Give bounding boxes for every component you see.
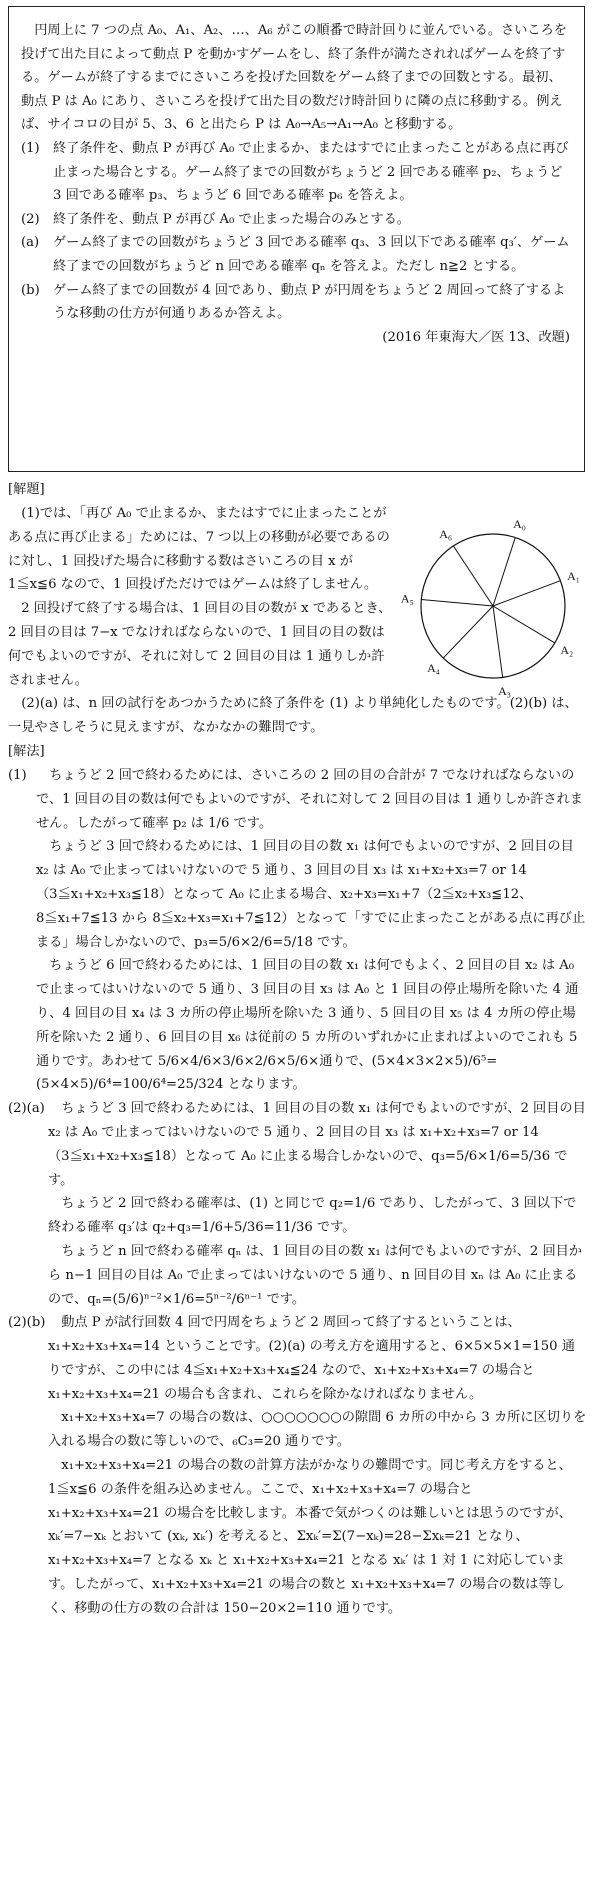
spoke-a4	[443, 606, 493, 658]
spoke-a3	[493, 606, 503, 677]
problem-intro: 円周上に 7 つの点 A₀、A₁、A₂、…、A₆ がこの順番で時計回りに並んでいる。さいころを投げて出た目によって動点 P を動かすゲームをし、終了条件が満たされればゲームを終了する。ゲームが終了するまでにさいころを投げた回数をゲーム終了までの回数とする。最初、動点 P は A₀ にあり、さいころを投げて出た目の数だけ時計回りに隣の点に移動する。例えば、サイコロの目が 5、3、6 と出たら P は A₀→A₅→A₁→A₀ と移動する。	[21, 23, 567, 133]
solution-1-number: (1)	[8, 767, 27, 783]
kaidai-paragraph-1: (1)では、「再び A₀ で止まるか、またはすでに止まったことがある点に再び止まる」ためには、7 つ以上の移動が必要であるのに対し、1 回投げた場合に移動する数はさいころの目 x が 1≦x≦6 なので、1 回投げただけではゲームは終了しません。	[8, 506, 390, 593]
problem-box	[8, 6, 585, 472]
label-a6: A₆	[439, 527, 453, 542]
problem-source: (2016 年東海大／医 13、改題)	[382, 329, 570, 345]
kaidai-paragraph-2: 2 回投げて終了する場合は、1 回目の目の数が x であるとき、2 回目の目は 7−x でなければならないので、1 回目の目の数は何でもよいのですが、それに対して 2 回目の目は 1 通りしか許されません。	[8, 601, 392, 688]
question-2-text: 終了条件を、動点 P が再び A₀ で止まった場合のみとする。	[53, 211, 410, 227]
solution-2b-p2: x₁+x₂+x₃+x₄=7 の場合の数は、○○○○○○○の隙間 6 カ所の中から 3 カ所に区切りを入れる場合の数に等しいので、₆C₃=20 通りです。	[48, 1410, 587, 1450]
spoke-a0	[493, 538, 515, 606]
question-2	[21, 208, 574, 232]
spoke-a2	[493, 606, 555, 643]
label-a0: A₀	[513, 517, 527, 532]
kaidai-left-column	[8, 502, 396, 597]
label-a1: A₁	[567, 568, 580, 583]
solution-2a-qn: ちょうど n 回で終わる確率 qₙ は、1 回目の目の数 x₁ は何でもよいのですが、2 回目から n−1 回目の目は A₀ で止まってはいけないので 5 通り、n 回目の目 xₙ は A₀ に止まるので、qₙ=(5/6)ⁿ⁻²×1/6=5ⁿ⁻²/6ⁿ⁻¹ です。	[48, 1243, 583, 1307]
label-a4: A₄	[427, 661, 440, 676]
solution-1-p6: ちょうど 6 回で終わるためには、1 回目の目の数 x₁ は何でもよく、2 回目の目 x₂ は A₀ で止まってはいけないので 5 通り、3 回目の目 x₃ は A₀ と 1 回目の停止場所を除いた 4 通り、4 回目の目 x₄ は 3 カ所の停止場所を除いた 3 通り、5 回目の目 x₅ は 4 カ所の停止場所を除いた 2 通り、6 回目の目 x₆ は従前の 5 カ所のいずれかに止まればよいのでこれも 5 通りです。あわせて 5/6×4/6×3/6×2/6×5/6×通りで、(5×4×3×2×5)/6⁵=(5×4×5)/6⁴=100/6⁴=25/324 となります。	[36, 958, 579, 1093]
kaiho-heading: [解法]	[8, 743, 45, 759]
solution-2b-number: (2)(b)	[8, 1315, 46, 1331]
solution-2b-p1: 動点 P が試行回数 4 回で円周をちょうど 2 周回って終了するということは、x₁+x₂+x₃+x₄=14 ということです。(2)(a) の考え方を適用すると、6×5×5×1=150 通りですが、この中には 4≦x₁+x₂+x₃+x₄≦24 なので、x₁+x₂+x₃+x₄=7 の場合と x₁+x₂+x₃+x₄=21 の場合も含まれ、これらを除かなければなりません。	[48, 1315, 575, 1402]
spoke-a6	[453, 546, 493, 606]
label-a2: A₂	[560, 643, 574, 658]
question-2b	[21, 279, 574, 326]
question-2b-number: (b)	[21, 282, 40, 298]
solution-1-p3: ちょうど 3 回で終わるためには、1 回目の目の数 x₁ は何でもよいのですが、2 回目の目 x₂ は A₀ で止まってはいけないので 5 通り、3 回目の目 x₃ は x₁+x₂+x₃=7 or 14（3≦x₁+x₂+x₃≦18）となって A₀ に止まる場合、x₂+x₃=x₁+7（2≦x₂+x₃≦12、8≦x₁+7≦13 から 8≦x₂+x₃=x₁+7≦12）となって「すでに止まったことがある点に再び止まる」場合しかないので、p₃=5/6×2/6=5/18 です。	[36, 839, 586, 950]
solution-2b-p3: x₁+x₂+x₃+x₄=21 の場合の数の計算方法がかなりの難問です。同じ考え方をすると、1≦x≦6 の条件を組み込めません。ここで、x₁+x₂+x₃+x₄=7 の場合と x₁+x₂+x₃+x₄=21 の場合を比較します。本番で気がつくのは難しいとは思うのですが、xₖ′=7−xₖ とおいて (xₖ, xₖ′) を考えると、Σxₖ′=Σ(7−xₖ)=28−Σxₖ=21 となり、x₁+x₂+x₃+x₄=7 となる xₖ と x₁+x₂+x₃+x₄=21 となる xₖ′ は 1 対 1 に対応しています。したがって、x₁+x₂+x₃+x₄=21 の場合の数と x₁+x₂+x₃+x₄=7 の場合の数は等しく、移動の仕方の数の合計は 150−20×2=110 通りです。	[48, 1458, 572, 1616]
solution-2a-q3prime: ちょうど 2 回で終わる確率は、(1) と同じで q₂=1/6 であり、したがって、3 回以下で終わる確率 q₃′は q₂+q₃=1/6+5/36=11/36 です。	[48, 1196, 577, 1236]
question-2-number: (2)	[21, 211, 40, 227]
solution-2a	[8, 1097, 587, 1311]
kaidai-heading: [解題]	[8, 482, 45, 497]
solution-2b	[8, 1311, 587, 1620]
question-1	[21, 137, 574, 208]
question-1-number: (1)	[21, 140, 40, 156]
kaidai-paragraph-3: (2)(a) は、n 回の試行をあつかうために終了条件を (1) より単純化したものです。(2)(b) は、一見やさしそうに見えますが、なかなかの難問です。	[8, 696, 578, 736]
heptagon-circle-diagram	[398, 504, 588, 700]
question-2b-text: ゲーム終了までの回数が 4 回であり、動点 P が円周をちょうど 2 周回って終了するような移動の仕方が何通りあるか答えよ。	[53, 282, 566, 322]
label-a5: A₅	[400, 591, 414, 606]
point-labels	[401, 517, 580, 698]
spoke-a5	[421, 600, 493, 606]
question-2a	[21, 231, 574, 278]
solution-1-p2: ちょうど 2 回で終わるためには、さいころの 2 回の目の合計が 7 でなければならないので、1 回目の目の数は何でもよいのですが、それに対して 2 回目の目は 1 通りしか許されません。したがって確率 p₂ は 1/6 です。	[36, 767, 583, 831]
solution-2a-number: (2)(a)	[8, 1101, 45, 1117]
question-2a-text: ゲーム終了までの回数がちょうど 3 回である確率 q₃、3 回以下である確率 q₃′、ゲーム終了までの回数がちょうど n 回である確率 qₙ を答えよ。ただし n≧2 とする。	[53, 235, 570, 274]
question-2a-number: (a)	[21, 235, 40, 251]
spoke-a1	[493, 581, 560, 606]
solution-1	[8, 764, 587, 1097]
solution-2a-q3: ちょうど 3 回で終わるためには、1 回目の目の数 x₁ は何でもよいのですが、2 回目の目 x₂ は A₀ で止まってはいけないので 5 通り、2 回目の目 x₃ は x₁+x₂+x₃=7 or 14（3≦x₁+x₂+x₃≦18）となって A₀ に止まる場合しかないので、q₃=5/6×1/6=5/36 です。	[48, 1101, 586, 1188]
question-1-text: 終了条件を、動点 P が再び A₀ で止まるか、またはすでに止まったことがある点に再び止まった場合とする。ゲーム終了までの回数がちょうど 2 回である確率 p₂、ちょうど 3 回である確率 p₃、ちょうど 6 回である確率 p₆ を答えよ。	[53, 140, 569, 204]
label-a3: A₃	[498, 684, 511, 699]
